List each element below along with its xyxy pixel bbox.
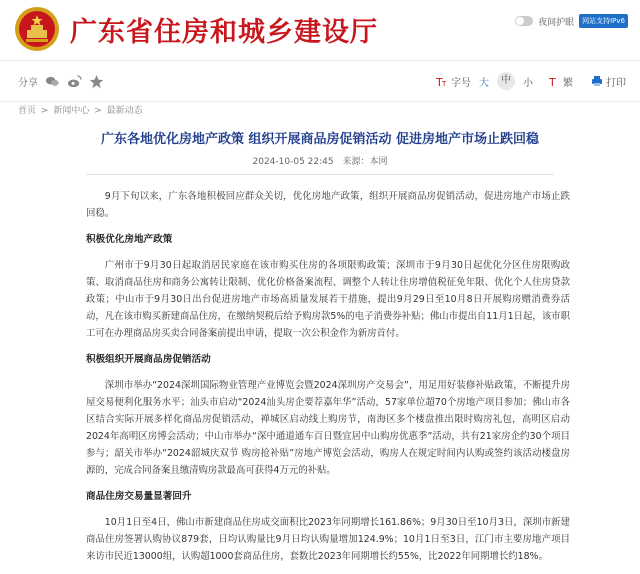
site-title[interactable]: 广东省住房和城乡建设厅 (70, 17, 378, 48)
traditional-chinese-icon (549, 75, 561, 87)
breadcrumb-separator: > (94, 106, 102, 116)
article-title: 广东各地优化房地产政策 组织开展商品房促销活动 促进房地产市场止跌回稳 (100, 132, 540, 147)
section-heading: 商品住房交易量显著回升 (86, 491, 192, 502)
traditional-chinese-toggle[interactable]: 繁 (563, 77, 573, 89)
breadcrumb (18, 103, 145, 116)
article-source: 来源：本网 (342, 157, 388, 167)
breadcrumb-news-center[interactable]: 新闻中心 (53, 106, 90, 116)
font-size-icon (436, 75, 448, 87)
article-toolbar (0, 61, 640, 102)
printer-icon (591, 75, 603, 87)
night-mode-label: 夜间护眼 (538, 17, 575, 28)
article-body (86, 188, 570, 574)
reading-tools (436, 72, 626, 90)
section-paragraph: 深圳市举办“2024深圳国际物业管理产业博览会暨2024深圳房产交易会”，用足用好装修补贴政策，不断提升房屋交易便利化服务水平；汕头市启动“2024汕头房企要荐嘉年华”活动，57家单位超70个房地产项目参加；佛山市各区结合实际开展多样化商品房促销活动，禅城区启动线上购房节，南海区多个楼盘推出限时购房礼包，高明区启动2024年高明区房博会活动；中山市举办“深中通道通车百日暨宜居中山购房优惠季”活动，共有21家房企约30个项目参与；韶关市举办“2024韶城庆双节 购房抢补贴”房地产博览会活动，购房人在规定时间内认购或签约该活动楼盘房源的，完成合同备案且缴清购房款最高可获得4万元的补贴。 (86, 380, 570, 476)
font-label: 字号 (451, 77, 471, 89)
site-header (0, 0, 640, 61)
font-size-medium[interactable]: 中 (497, 72, 515, 90)
breadcrumb-home[interactable]: 首页 (18, 106, 37, 116)
header-tools (515, 14, 628, 28)
svg-text:T: T (549, 76, 556, 87)
section-heading: 积极优化房地产政策 (86, 234, 173, 245)
print-button[interactable]: 打印 (606, 77, 626, 89)
font-size-small[interactable]: 小 (523, 77, 533, 89)
article-date: 2024-10-05 22:45 (252, 157, 334, 167)
title-divider (86, 174, 554, 175)
breadcrumb-latest-news[interactable]: 最新动态 (106, 106, 143, 116)
share-bar (18, 74, 104, 89)
national-emblem-icon (14, 6, 60, 52)
wechat-icon[interactable] (45, 74, 60, 89)
article-meta (0, 154, 640, 167)
qzone-icon[interactable] (89, 74, 104, 89)
article-intro: 9月下旬以来，广东各地积极回应群众关切，优化房地产政策，组织开展商品房促销活动，促进房地产市场止跌回稳。 (86, 191, 570, 219)
svg-text:T: T (442, 80, 447, 87)
section-paragraph: 广州市于9月30日起取消居民家庭在该市购买住房的各项限购政策；深圳市于9月30日起优化分区住房限购政策、取消商品住房和商务公寓转让限制、优化价格备案流程、调整个人转让住房增值税征免年限、优化个人住房贷款政策；中山市于9月30日出台促进房地产市场高质量发展若干措施，提出9月29日至10月8日开展购房赠消费券活动，凡在该市购买新建商品住房，在缴纳契税后给予购房款5%的电子消费券补贴；佛山市提出自11月1日起，该市职工可在办理商品房买卖合同备案前提出申请，提取一次公积金作为新房首付。 (86, 260, 570, 339)
night-mode-toggle[interactable] (515, 16, 533, 26)
svg-text:T: T (436, 76, 443, 87)
section-heading: 积极组织开展商品房促销活动 (86, 354, 211, 365)
font-size-large[interactable]: 大 (479, 77, 489, 89)
breadcrumb-separator: > (40, 106, 49, 116)
ipv6-badge: 网站支持IPv6 (579, 14, 628, 28)
section-paragraph: 10月1日至4日，佛山市新建商品住房成交面积比2023年同期增长161.86%；9月30日至10月3日，深圳市新建商品住房签署认购协议879套，日均认购量比9月日均认购量增加124.9%；10月1日至3日，江门市主要房地产项目来访市民近13000组，认购超1000套商品住房，套数比2023年同期增长约55%，比2022年同期增长约18%。 (86, 517, 570, 562)
share-label: 分享 (18, 78, 38, 89)
weibo-icon[interactable] (67, 74, 82, 89)
